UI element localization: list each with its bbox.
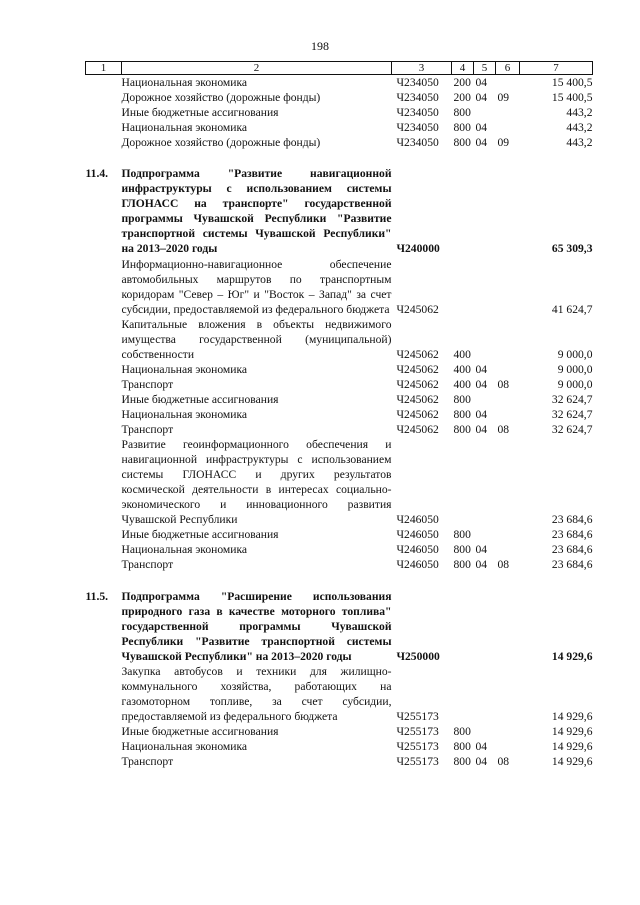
table-row <box>86 135 593 150</box>
row-number <box>86 739 122 754</box>
row-code: Ч234050 <box>396 136 439 150</box>
table-row <box>86 105 593 120</box>
row-col4 <box>452 437 474 527</box>
row-col6 <box>496 317 520 362</box>
row-col4 <box>452 257 474 317</box>
row-code: Ч246050 <box>396 513 439 527</box>
header-cell-3: 3 <box>392 62 452 75</box>
row-name: Национальная экономика <box>121 407 248 421</box>
row-col6 <box>496 542 520 557</box>
row-col4: 800 <box>453 392 471 406</box>
row-col5 <box>474 392 496 407</box>
row-name: Капитальные вложения в объекты недвижимого имущества государственной (муниципальной) собственности <box>121 317 392 361</box>
row-name: Иные бюджетные ассигнования <box>121 392 279 406</box>
row-col6 <box>496 739 520 754</box>
budget-table <box>85 61 593 769</box>
table-row <box>86 90 593 105</box>
row-name: Дорожное хозяйство (дорожные фонды) <box>121 136 321 150</box>
row-code: Ч245062 <box>396 407 439 421</box>
row-code: Ч246050 <box>396 558 439 572</box>
row-amount: 443,2 <box>566 121 593 135</box>
table-row <box>86 392 593 407</box>
row-amount: 15 400,5 <box>551 76 593 89</box>
row-col6 <box>496 664 520 724</box>
row-col6 <box>496 362 520 377</box>
row-col5: 04 <box>475 362 488 376</box>
row-amount: 14 929,6 <box>551 709 593 723</box>
row-col4: 800 <box>453 121 471 135</box>
row-col5 <box>474 166 496 256</box>
row-name: Развитие геоинформационного обеспечения и навигационной инфраструктуры с использованием системы ГЛОНАСС и других результатов космической деятельности в интересах социально-экономического и инновационного развития Чувашской Республики <box>121 438 392 527</box>
row-amount: 14 929,6 <box>551 724 593 738</box>
row-amount: 14 929,6 <box>551 755 593 769</box>
table-row <box>86 75 593 91</box>
row-col6: 09 <box>497 91 510 105</box>
row-amount: 32 624,7 <box>551 423 593 437</box>
row-col4: 800 <box>453 739 471 753</box>
row-name: Национальная экономика <box>121 362 248 376</box>
row-number <box>86 75 122 91</box>
row-col6: 08 <box>497 755 510 769</box>
row-col4 <box>452 166 474 256</box>
row-number <box>86 377 122 392</box>
row-amount: 9 000,0 <box>557 377 593 391</box>
row-number: 11.5. <box>85 589 109 603</box>
row-col5: 04 <box>475 407 488 421</box>
header-cell-6: 6 <box>496 62 520 75</box>
row-col6 <box>496 75 520 91</box>
row-code: Ч240000 <box>396 242 440 256</box>
row-number <box>86 257 122 317</box>
row-col6: 08 <box>497 423 510 437</box>
row-number <box>86 120 122 135</box>
table-row <box>86 664 593 724</box>
row-col5 <box>474 589 496 664</box>
row-number <box>86 317 122 362</box>
row-number <box>86 407 122 422</box>
row-col6: 08 <box>497 377 510 391</box>
row-col4: 800 <box>453 106 471 120</box>
row-number <box>86 724 122 739</box>
row-col6 <box>496 166 520 256</box>
row-name: Информационно-навигационное обеспечение автомобильных маршрутов по транспортным коридорам "Север – Юг" и "Восток – Запад" за счет субсидии, предоставляемой из федерального бюджета <box>121 257 392 316</box>
row-amount: 65 309,3 <box>551 242 593 256</box>
row-number <box>86 527 122 542</box>
row-col4: 800 <box>453 558 471 572</box>
row-number <box>86 437 122 527</box>
row-col5: 04 <box>475 91 488 105</box>
table-row <box>86 377 593 392</box>
row-name: Национальная экономика <box>121 76 248 89</box>
table-row <box>86 739 593 754</box>
row-number <box>86 392 122 407</box>
row-col4: 800 <box>453 136 471 150</box>
row-col4: 800 <box>453 423 471 437</box>
row-col4: 200 <box>453 91 471 105</box>
row-code: Ч234050 <box>396 106 439 120</box>
table-row <box>86 542 593 557</box>
row-name: Транспорт <box>121 423 174 437</box>
row-amount: 23 684,6 <box>551 558 593 572</box>
table-row <box>86 362 593 377</box>
row-number <box>86 90 122 105</box>
row-code: Ч245062 <box>396 392 439 406</box>
header-cell-1: 1 <box>86 62 122 75</box>
row-col4: 800 <box>453 407 471 421</box>
row-col5: 04 <box>475 543 488 557</box>
row-col5: 04 <box>475 121 488 135</box>
row-name: Подпрограмма "Развитие навигационной инфраструктуры с использованием системы ГЛОНАСС на транспорте" государственной программы Чувашской Республики "Развитие транспортной системы Чувашской Республики" на 2013–2020 годы <box>121 167 392 256</box>
row-col4: 800 <box>453 528 471 542</box>
table-row <box>86 407 593 422</box>
row-col5 <box>474 317 496 362</box>
row-amount: 443,2 <box>566 106 593 120</box>
row-code: Ч250000 <box>396 649 440 663</box>
row-number <box>86 542 122 557</box>
row-col6: 09 <box>497 136 510 150</box>
table-row <box>86 317 593 362</box>
row-amount: 9 000,0 <box>557 362 593 376</box>
row-name: Иные бюджетные ассигнования <box>121 724 279 738</box>
row-code: Ч234050 <box>396 121 439 135</box>
row-code: Ч246050 <box>396 528 439 542</box>
budget-table-body <box>86 62 593 770</box>
row-col4 <box>452 589 474 664</box>
row-amount: 14 929,6 <box>551 649 593 663</box>
row-name: Транспорт <box>121 755 174 769</box>
row-col6 <box>496 257 520 317</box>
header-cell-5: 5 <box>474 62 496 75</box>
header-cell-7: 7 <box>520 62 593 75</box>
spacer-cell <box>86 573 593 589</box>
row-code: Ч245062 <box>396 362 439 376</box>
row-col5 <box>474 437 496 527</box>
row-col5: 04 <box>475 558 488 572</box>
row-col6 <box>496 437 520 527</box>
row-col5: 04 <box>475 377 488 391</box>
table-row <box>86 527 593 542</box>
row-col4: 800 <box>453 543 471 557</box>
row-code: Ч245062 <box>396 347 439 361</box>
row-code: Ч255173 <box>396 755 439 769</box>
row-amount: 23 684,6 <box>551 513 593 527</box>
row-col4: 200 <box>453 76 471 89</box>
row-amount: 41 624,7 <box>551 302 593 316</box>
row-col5 <box>474 724 496 739</box>
row-col5: 04 <box>475 739 488 753</box>
row-number <box>86 135 122 150</box>
row-code: Ч245062 <box>396 377 439 391</box>
spacer-row <box>86 573 593 589</box>
row-col5 <box>474 105 496 120</box>
spacer-cell <box>86 150 593 166</box>
table-row <box>86 422 593 437</box>
row-amount: 443,2 <box>566 136 593 150</box>
row-col6 <box>496 589 520 664</box>
row-col4: 800 <box>453 724 471 738</box>
row-code: Ч234050 <box>396 76 439 89</box>
row-number <box>86 557 122 572</box>
row-code: Ч234050 <box>396 91 439 105</box>
row-code: Ч246050 <box>396 543 439 557</box>
row-code: Ч255173 <box>396 709 439 723</box>
row-amount: 14 929,6 <box>551 739 593 753</box>
row-amount: 32 624,7 <box>551 407 593 421</box>
row-name: Иные бюджетные ассигнования <box>121 106 279 120</box>
row-name: Национальная экономика <box>121 739 248 753</box>
row-col6 <box>496 724 520 739</box>
row-col6: 08 <box>497 558 510 572</box>
row-col5 <box>474 257 496 317</box>
row-col4 <box>452 664 474 724</box>
table-row <box>86 754 593 769</box>
row-amount: 9 000,0 <box>557 347 593 361</box>
row-col5: 04 <box>475 136 488 150</box>
table-row <box>86 437 593 527</box>
header-cell-4: 4 <box>452 62 474 75</box>
row-col5: 04 <box>475 755 488 769</box>
row-name: Дорожное хозяйство (дорожные фонды) <box>121 91 321 105</box>
row-name: Закупка автобусов и техники для жилищно-коммунального хозяйства, работающих на газомоторном топливе, за счет субсидии, предоставляемой из федерального бюджета <box>121 664 392 723</box>
row-number <box>86 105 122 120</box>
row-col6 <box>496 407 520 422</box>
row-col5: 04 <box>475 423 488 437</box>
row-number <box>86 362 122 377</box>
row-amount: 32 624,7 <box>551 392 593 406</box>
row-code: Ч255173 <box>396 724 439 738</box>
row-col4: 400 <box>453 377 471 391</box>
row-col4: 800 <box>453 755 471 769</box>
row-col4: 400 <box>453 347 471 361</box>
row-col5: 04 <box>475 76 488 89</box>
row-col5 <box>474 527 496 542</box>
table-row <box>86 257 593 317</box>
row-name: Транспорт <box>121 377 174 391</box>
row-number: 11.4. <box>85 167 109 181</box>
table-header-row <box>86 62 593 75</box>
table-row <box>86 557 593 572</box>
row-col6 <box>496 392 520 407</box>
row-number <box>86 754 122 769</box>
row-code: Ч245062 <box>396 302 439 316</box>
row-code: Ч255173 <box>396 739 439 753</box>
row-col4: 400 <box>453 362 471 376</box>
row-amount: 23 684,6 <box>551 543 593 557</box>
subprogram-row <box>86 589 593 664</box>
row-col6 <box>496 120 520 135</box>
row-name: Иные бюджетные ассигнования <box>121 528 279 542</box>
row-col6 <box>496 527 520 542</box>
row-col5 <box>474 664 496 724</box>
row-name: Национальная экономика <box>121 121 248 135</box>
row-number <box>86 422 122 437</box>
row-amount: 23 684,6 <box>551 528 593 542</box>
page-number: 198 <box>311 39 329 53</box>
row-number <box>86 664 122 724</box>
row-amount: 15 400,5 <box>551 91 593 105</box>
subprogram-row <box>86 166 593 256</box>
row-name: Подпрограмма "Расширение использования природного газа в качестве моторного топлива" государственной программы Чувашской Республики "Развитие транспортной системы Чувашской Республики" на 2013–2020 годы <box>121 589 392 663</box>
table-row <box>86 724 593 739</box>
row-name: Транспорт <box>121 558 174 572</box>
header-cell-2: 2 <box>122 62 392 75</box>
row-col6 <box>496 105 520 120</box>
row-code: Ч245062 <box>396 423 439 437</box>
table-row <box>86 120 593 135</box>
spacer-row <box>86 150 593 166</box>
row-name: Национальная экономика <box>121 543 248 557</box>
